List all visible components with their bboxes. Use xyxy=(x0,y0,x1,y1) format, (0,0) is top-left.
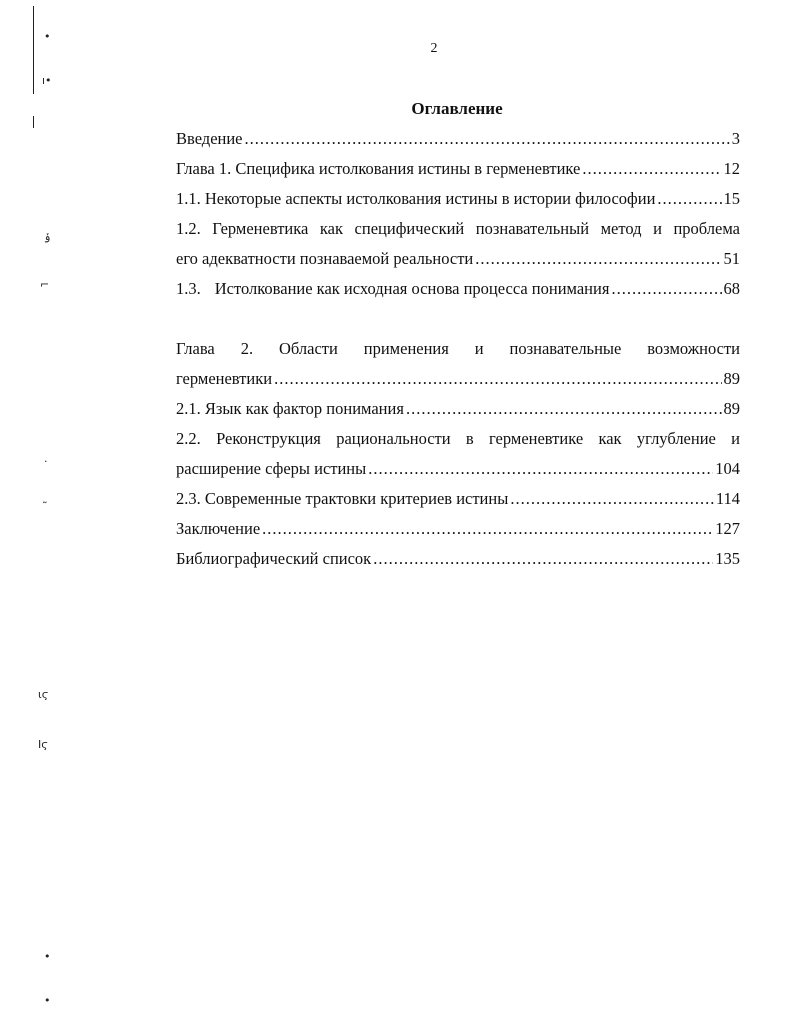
toc-entry-line1: Глава 2. Области применения и познавательные возможности xyxy=(176,339,740,358)
toc-entry xyxy=(176,368,740,390)
toc-entry-title: 1.1. Некоторые аспекты истолкования истины в истории философии xyxy=(176,189,656,208)
toc-entry-title: Библиографический список xyxy=(176,549,372,568)
scan-speck: ı• xyxy=(42,74,52,87)
leader-dots xyxy=(262,518,713,540)
toc-entry xyxy=(176,488,740,510)
leader-dots xyxy=(582,158,721,180)
toc-entry-title: расширение сферы истины xyxy=(176,459,367,478)
toc-entry-title: Глава 1. Специфика истолкования истины в герменевтике xyxy=(176,159,581,178)
toc-entry-number: 1.3. xyxy=(176,279,201,298)
toc-entry-page: 68 xyxy=(723,279,740,298)
scan-speck: ݸ xyxy=(44,230,51,243)
toc-entry xyxy=(176,158,740,180)
leader-dots xyxy=(611,278,721,300)
toc-entry-line1: 1.2. Герменевтика как специфический познавательный метод и проблема xyxy=(176,219,740,238)
toc-entry-page: 104 xyxy=(715,459,740,478)
toc-entry xyxy=(176,278,740,300)
toc-entry-page: 3 xyxy=(731,129,740,148)
toc-entry xyxy=(176,518,740,540)
toc-entry xyxy=(176,548,740,570)
toc-entry-page: 135 xyxy=(715,549,740,568)
toc-title: Оглавление xyxy=(411,99,503,118)
toc-entry-page: 12 xyxy=(723,159,740,178)
toc-entry-page: 89 xyxy=(723,399,740,418)
leader-dots xyxy=(475,248,721,270)
toc-entry xyxy=(176,458,740,480)
toc-entry-title: 2.1. Язык как фактор понимания xyxy=(176,399,404,418)
toc-entry-page: 89 xyxy=(723,369,740,388)
toc-entry-title: Заключение xyxy=(176,519,261,538)
toc-entry-page: 51 xyxy=(723,249,740,268)
leader-dots xyxy=(245,128,730,150)
toc-entry xyxy=(176,248,740,270)
leader-dots xyxy=(368,458,713,480)
scan-speck: Ιϛ xyxy=(38,738,48,751)
toc-entry-title: герменевтики xyxy=(176,369,273,388)
leader-dots xyxy=(274,368,721,390)
page-number: 2 xyxy=(430,41,438,56)
scan-speck: ⌐ xyxy=(40,278,50,291)
scan-speck: · xyxy=(44,455,48,468)
toc-entry-line1: 2.2. Реконструкция рациональности в герменевтике как углубление и xyxy=(176,429,740,448)
leader-dots xyxy=(373,548,713,570)
toc-entry-title: 2.3. Современные трактовки критериев истины xyxy=(176,489,509,508)
toc-entry xyxy=(176,398,740,420)
toc-entry xyxy=(176,128,740,150)
toc-entry-page: 15 xyxy=(723,189,740,208)
toc-entry-title: его адекватности познаваемой реальности xyxy=(176,249,474,268)
leader-dots xyxy=(406,398,722,420)
toc-entry-title: Введение xyxy=(176,129,243,148)
scan-speck: • xyxy=(44,994,51,1007)
toc-entry-page: 114 xyxy=(715,489,740,508)
leader-dots xyxy=(657,188,721,210)
scan-speck: • xyxy=(44,950,51,963)
toc-entry-title: Истолкование как исходная основа процесса понимания xyxy=(214,279,610,298)
toc-entry xyxy=(176,188,740,210)
scan-speck: ˜ xyxy=(42,500,48,513)
leader-dots xyxy=(510,488,714,510)
scan-speck: ιϛ xyxy=(38,688,49,701)
toc-entry-page: 127 xyxy=(715,519,740,538)
scan-speck: • xyxy=(44,30,51,43)
